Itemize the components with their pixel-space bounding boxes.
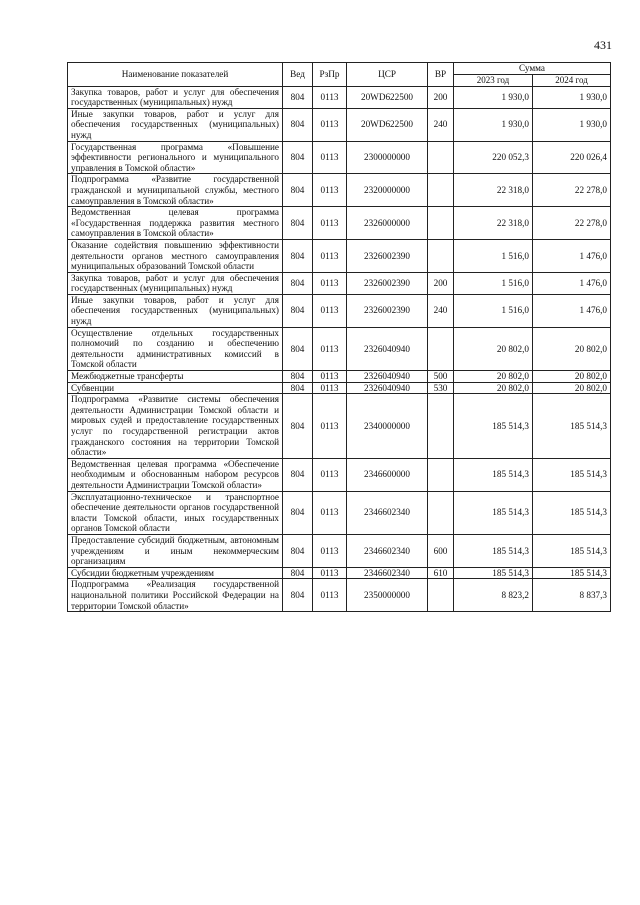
row-name: Ведомственная целевая программа «Государственная поддержка развития местного самоуправления в Томской области» [68,207,283,240]
row-csr: 2326000000 [347,207,428,240]
row-amount-2023: 185 514,3 [454,567,533,579]
row-amount-2023: 185 514,3 [454,458,533,491]
table-row [68,141,611,174]
row-amount-2024: 185 514,3 [533,534,611,567]
page-number: 431 [594,38,612,52]
row-rzpr: 0113 [313,239,347,272]
row-csr: 2346602340 [347,567,428,579]
row-amount-2023: 22 318,0 [454,174,533,207]
table-row [68,458,611,491]
row-csr: 20WD622500 [347,86,428,108]
row-amount-2024: 185 514,3 [533,394,611,459]
row-rzpr: 0113 [313,579,347,612]
row-ved: 804 [283,382,313,394]
table-row [68,108,611,141]
row-rzpr: 0113 [313,294,347,327]
row-vr [428,579,454,612]
row-vr [428,174,454,207]
row-csr: 2320000000 [347,174,428,207]
row-vr: 610 [428,567,454,579]
row-ved: 804 [283,294,313,327]
row-rzpr: 0113 [313,272,347,294]
table-row [68,579,611,612]
row-ved: 804 [283,108,313,141]
row-amount-2024: 185 514,3 [533,458,611,491]
row-amount-2024: 185 514,3 [533,491,611,534]
row-ved: 804 [283,579,313,612]
row-csr: 2326040940 [347,382,428,394]
row-name: Осуществление отдельных государственных полномочий по созданию и обеспечению деятельности административных комиссий в Томской области [68,327,283,370]
row-name: Подпрограмма «Развитие государственной гражданской и муниципальной службы, местного самоуправления в Томской области» [68,174,283,207]
table-row [68,534,611,567]
row-amount-2023: 8 823,2 [454,579,533,612]
row-ved: 804 [283,567,313,579]
row-amount-2024: 1 476,0 [533,239,611,272]
table-row [68,207,611,240]
header-name: Наименование показателей [68,63,283,87]
row-vr: 200 [428,86,454,108]
row-name: Подпрограмма «Реализация государственной национальной политики Российской Федерации на территории Томской области» [68,579,283,612]
row-ved: 804 [283,86,313,108]
row-amount-2024: 22 278,0 [533,207,611,240]
row-csr: 2326040940 [347,327,428,370]
table-row [68,567,611,579]
row-amount-2024: 22 278,0 [533,174,611,207]
row-amount-2023: 20 802,0 [454,371,533,383]
row-csr: 2300000000 [347,141,428,174]
table-header [68,63,611,87]
row-vr [428,207,454,240]
row-vr: 500 [428,371,454,383]
row-rzpr: 0113 [313,207,347,240]
row-csr: 2350000000 [347,579,428,612]
row-ved: 804 [283,141,313,174]
row-name: Иные закупки товаров, работ и услуг для обеспечения государственных (муниципальных) нужд [68,108,283,141]
row-amount-2024: 1 930,0 [533,108,611,141]
row-name: Подпрограмма «Развитие системы обеспечения деятельности Администрации Томской области и мировых судей и предоставление государственных услуг по государственной регистрации актов гражданского состояния на территории Томской области» [68,394,283,459]
row-csr: 2326040940 [347,371,428,383]
row-name: Иные закупки товаров, работ и услуг для обеспечения государственных (муниципальных) нужд [68,294,283,327]
row-rzpr: 0113 [313,327,347,370]
row-amount-2023: 20 802,0 [454,382,533,394]
row-name: Ведомственная целевая программа «Обеспечение необходимым и обоснованным набором ресурсов деятельности Администрации Томской области» [68,458,283,491]
header-csr: ЦСР [347,63,428,87]
table-body [68,86,611,612]
row-csr: 2346602340 [347,534,428,567]
row-amount-2023: 22 318,0 [454,207,533,240]
row-vr [428,458,454,491]
row-amount-2023: 1 516,0 [454,272,533,294]
row-csr: 20WD622500 [347,108,428,141]
table-row [68,86,611,108]
row-vr: 530 [428,382,454,394]
row-amount-2024: 8 837,3 [533,579,611,612]
row-csr: 2326002390 [347,239,428,272]
row-amount-2023: 1 930,0 [454,108,533,141]
row-ved: 804 [283,207,313,240]
row-ved: 804 [283,327,313,370]
row-rzpr: 0113 [313,491,347,534]
table-row [68,174,611,207]
row-rzpr: 0113 [313,394,347,459]
row-ved: 804 [283,394,313,459]
row-amount-2024: 1 930,0 [533,86,611,108]
row-ved: 804 [283,491,313,534]
row-name: Государственная программа «Повышение эффективности регионального и муниципального управления в Томской области» [68,141,283,174]
row-rzpr: 0113 [313,86,347,108]
row-amount-2024: 20 802,0 [533,371,611,383]
row-vr [428,327,454,370]
row-rzpr: 0113 [313,174,347,207]
row-rzpr: 0113 [313,534,347,567]
row-vr: 240 [428,294,454,327]
header-year-2024: 2024 год [533,75,611,87]
row-ved: 804 [283,371,313,383]
table-row [68,371,611,383]
row-amount-2023: 1 930,0 [454,86,533,108]
row-ved: 804 [283,272,313,294]
row-ved: 804 [283,534,313,567]
row-name: Субвенции [68,382,283,394]
row-amount-2023: 185 514,3 [454,491,533,534]
row-amount-2023: 220 052,3 [454,141,533,174]
row-ved: 804 [283,239,313,272]
row-vr: 200 [428,272,454,294]
table-row [68,272,611,294]
row-amount-2023: 20 802,0 [454,327,533,370]
row-ved: 804 [283,174,313,207]
row-rzpr: 0113 [313,458,347,491]
row-vr: 240 [428,108,454,141]
row-vr [428,239,454,272]
row-rzpr: 0113 [313,382,347,394]
row-amount-2023: 1 516,0 [454,239,533,272]
row-vr [428,141,454,174]
header-ved: Вед [283,63,313,87]
row-amount-2024: 220 026,4 [533,141,611,174]
row-amount-2023: 185 514,3 [454,394,533,459]
table-row [68,394,611,459]
row-name: Субсидии бюджетным учреждениям [68,567,283,579]
row-amount-2024: 20 802,0 [533,382,611,394]
row-amount-2024: 185 514,3 [533,567,611,579]
row-csr: 2346600000 [347,458,428,491]
row-ved: 804 [283,458,313,491]
row-rzpr: 0113 [313,567,347,579]
budget-table [67,62,611,612]
row-csr: 2326002390 [347,294,428,327]
header-rzpr: РзПр [313,63,347,87]
table-row [68,294,611,327]
row-csr: 2326002390 [347,272,428,294]
table-row [68,382,611,394]
row-rzpr: 0113 [313,141,347,174]
row-amount-2024: 20 802,0 [533,327,611,370]
table-row [68,239,611,272]
row-rzpr: 0113 [313,371,347,383]
header-vr: ВР [428,63,454,87]
row-rzpr: 0113 [313,108,347,141]
row-name: Предоставление субсидий бюджетным, автономным учреждениям и иным некоммерческим организациям [68,534,283,567]
row-vr [428,491,454,534]
row-name: Эксплуатационно-техническое и транспортное обеспечение деятельности органов государственной власти Томской области, иных государственных органов Томской области [68,491,283,534]
row-csr: 2340000000 [347,394,428,459]
table-row [68,327,611,370]
row-name: Закупка товаров, работ и услуг для обеспечения государственных (муниципальных) нужд [68,272,283,294]
row-name: Оказание содействия повышению эффективности деятельности органов местного самоуправления муниципальных образований Томской области [68,239,283,272]
row-name: Межбюджетные трансферты [68,371,283,383]
header-sum: Сумма [454,63,611,75]
table-row [68,491,611,534]
row-vr: 600 [428,534,454,567]
row-amount-2024: 1 476,0 [533,294,611,327]
row-amount-2023: 185 514,3 [454,534,533,567]
row-name: Закупка товаров, работ и услуг для обеспечения государственных (муниципальных) нужд [68,86,283,108]
row-csr: 2346602340 [347,491,428,534]
row-vr [428,394,454,459]
header-year-2023: 2023 год [454,75,533,87]
row-amount-2024: 1 476,0 [533,272,611,294]
row-amount-2023: 1 516,0 [454,294,533,327]
